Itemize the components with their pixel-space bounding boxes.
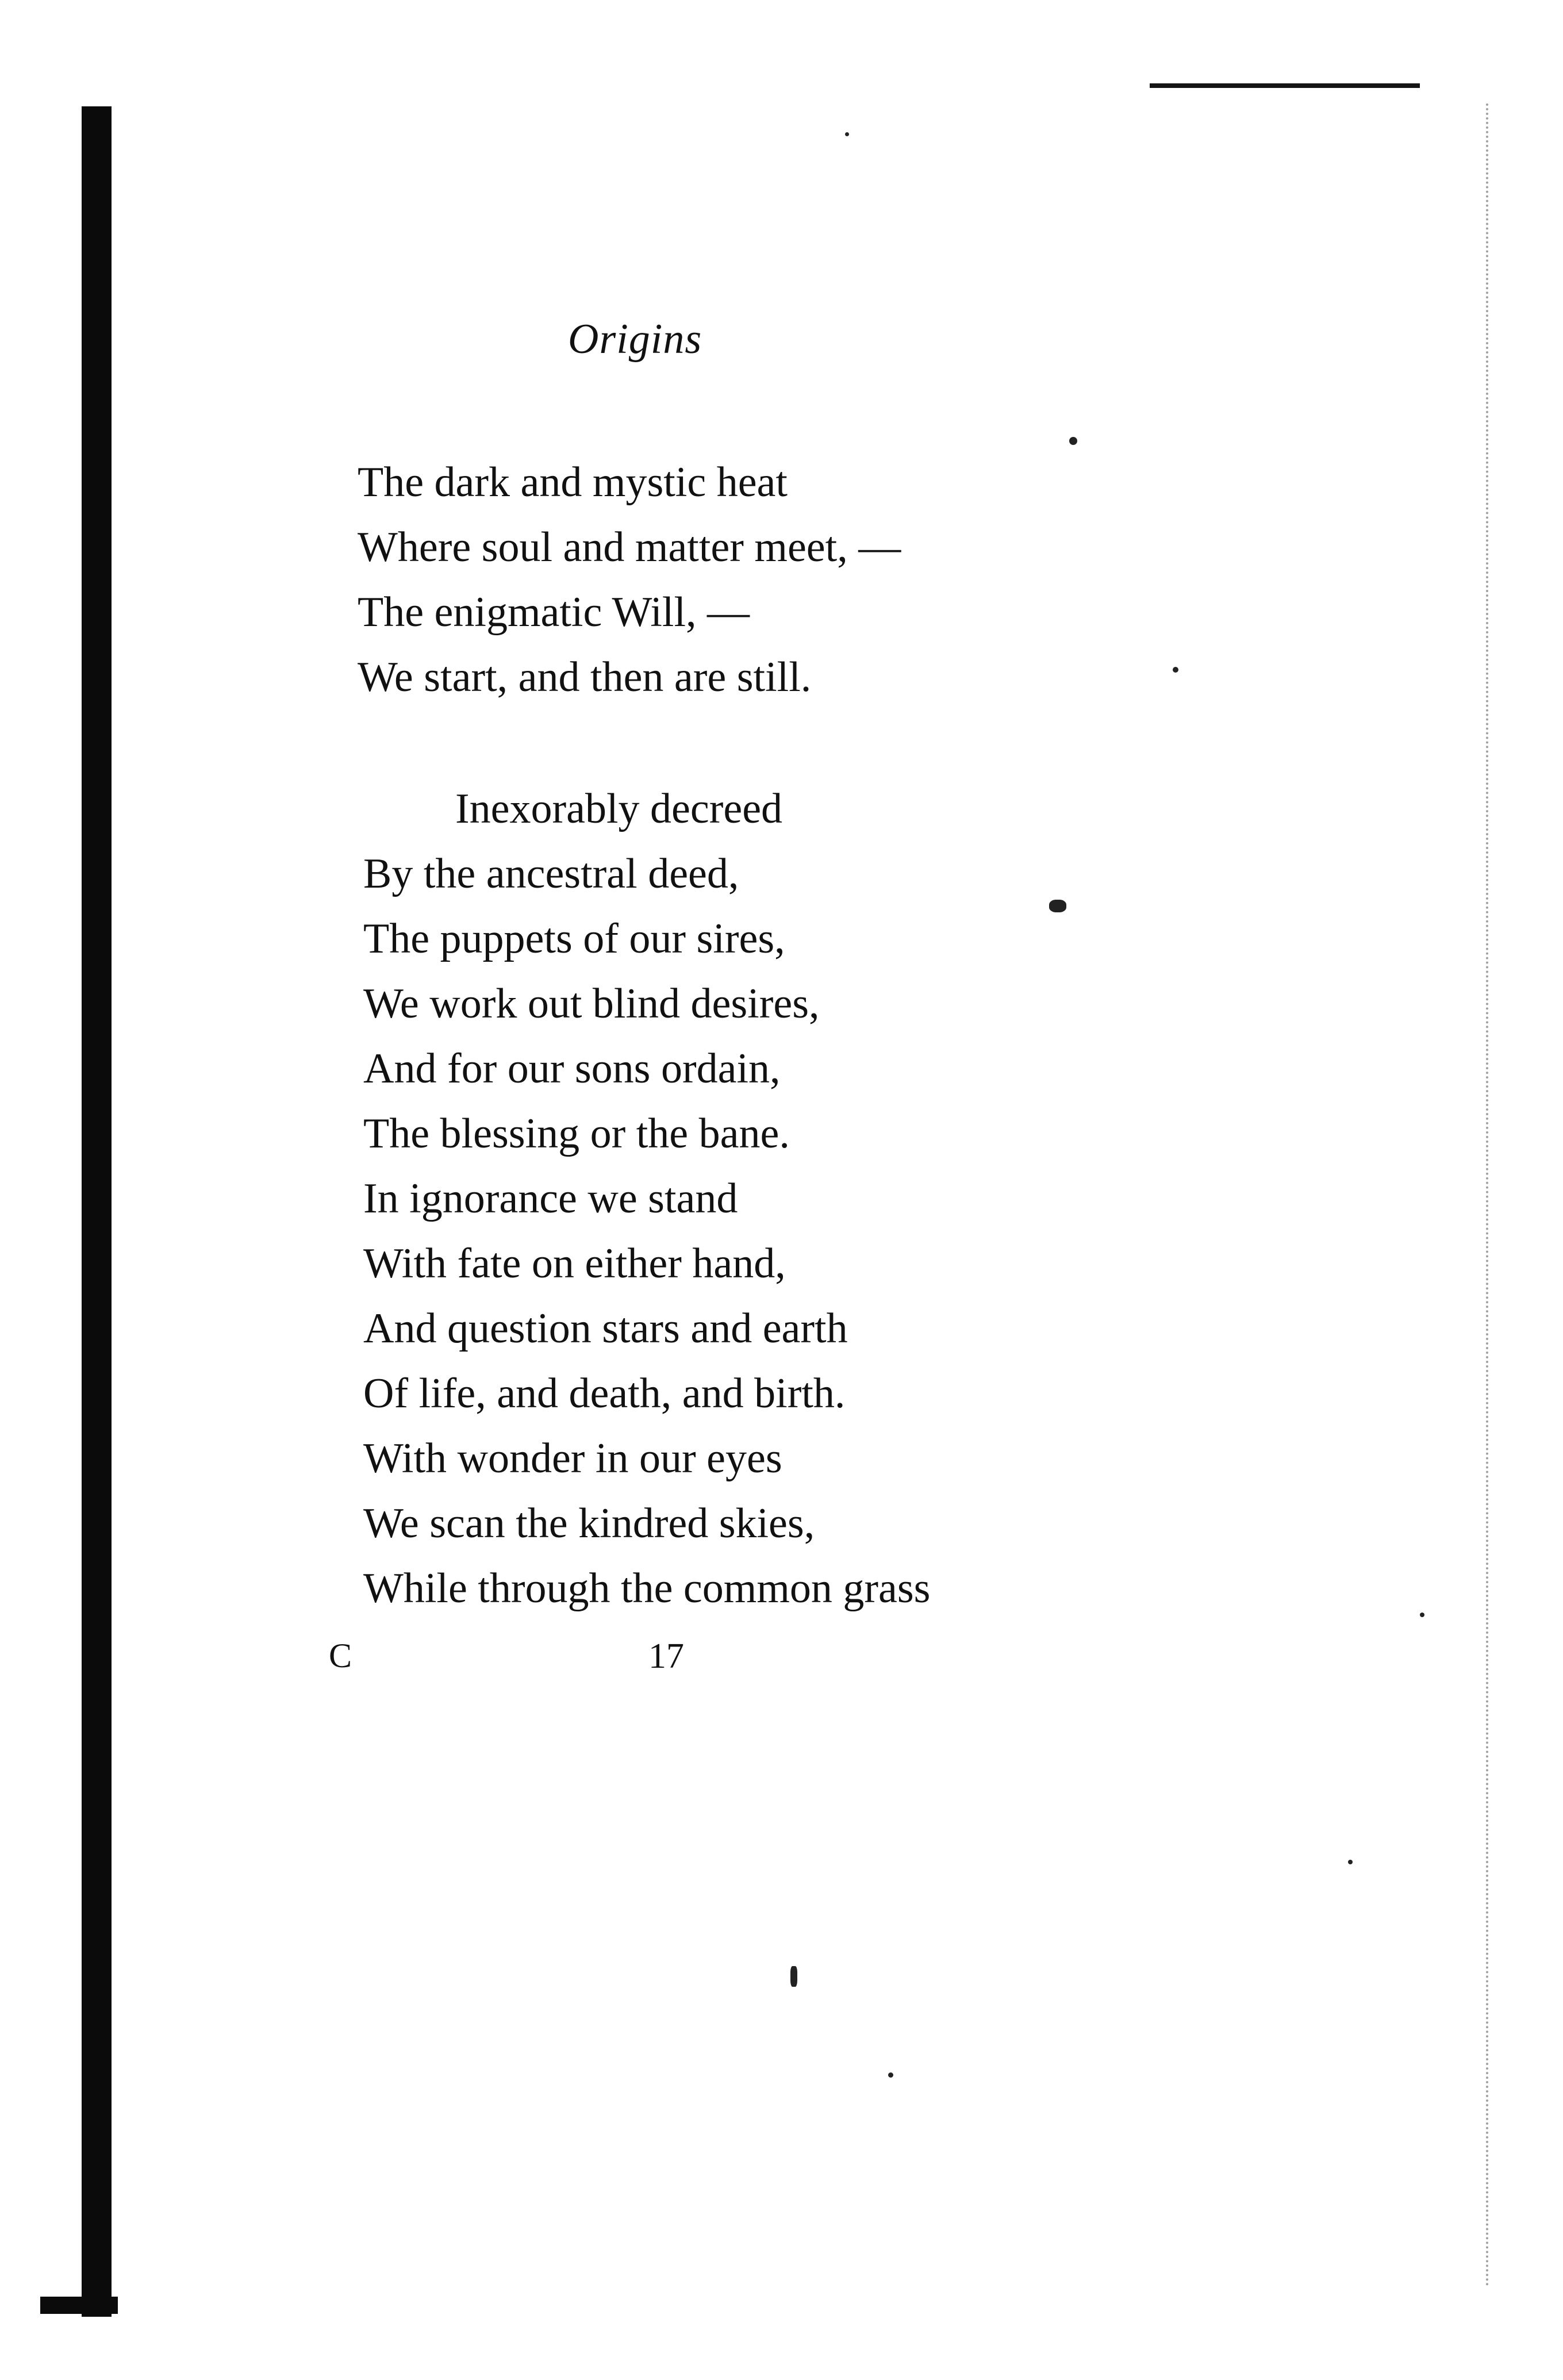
poem-line: With fate on either hand, <box>363 1240 786 1287</box>
poem-line: While through the common grass <box>363 1565 931 1612</box>
scan-speck <box>1069 437 1077 445</box>
poem-line: The enigmatic Will, — <box>358 589 750 636</box>
poem-line: In ignorance we stand <box>363 1175 738 1222</box>
poem-line: The puppets of our sires, <box>363 915 785 962</box>
poem-line: By the ancestral deed, <box>363 850 739 897</box>
scan-speck <box>790 1966 797 1987</box>
poem-line: We work out blind desires, <box>363 980 820 1027</box>
poem-line: And question stars and earth <box>363 1305 848 1352</box>
poem-line: Inexorably decreed <box>455 785 783 832</box>
poem-line: We scan the kindred skies, <box>363 1500 815 1547</box>
poem-title: Origins <box>568 316 702 363</box>
poem-line: We start, and then are still. <box>358 654 812 701</box>
page-number: 17 <box>648 1637 684 1676</box>
poem-line: And for our sons ordain, <box>363 1045 781 1092</box>
signature-mark: C <box>329 1637 352 1675</box>
page-right-edge <box>1486 103 1491 2288</box>
binding-shadow <box>82 106 112 2317</box>
poem-line: The dark and mystic heat <box>358 459 788 506</box>
scan-speck <box>1049 900 1066 912</box>
poem-line: Of life, and death, and birth. <box>363 1370 846 1417</box>
scan-speck <box>1173 667 1178 673</box>
poem-line: With wonder in our eyes <box>363 1435 782 1482</box>
scan-speck <box>1348 1860 1353 1864</box>
scan-speck <box>888 2072 893 2078</box>
scan-speck <box>1420 1613 1424 1617</box>
scan-speck <box>845 132 849 136</box>
stanza-1 <box>358 450 901 710</box>
stanza-2 <box>363 777 930 1621</box>
top-edge-rule <box>1150 83 1420 88</box>
poem-line: The blessing or the bane. <box>363 1110 790 1157</box>
binding-shadow-base <box>40 2297 118 2314</box>
poem-line: Where soul and matter meet, — <box>358 524 901 571</box>
